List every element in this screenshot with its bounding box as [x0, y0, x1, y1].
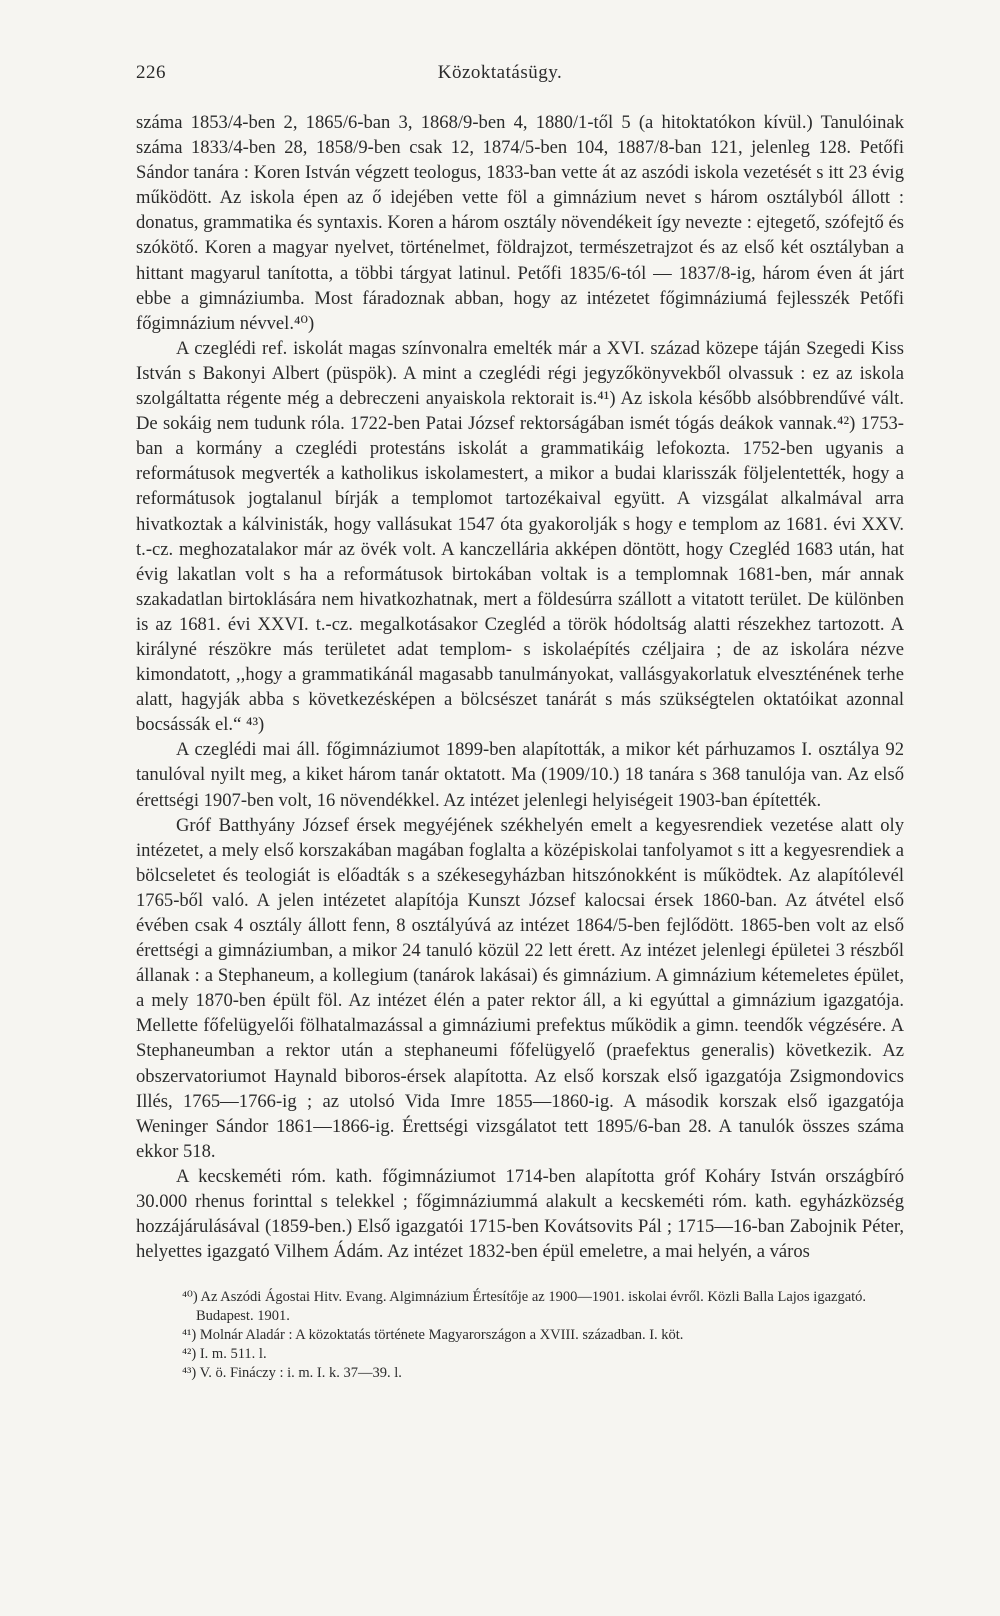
paragraph-kecskemet: A kecskeméti róm. kath. főgimnáziumot 1714-ben alapította gróf Koháry István országbíró 30.000 rhenus forinttal s telekkel ; főgimnáziummá alakult a kecskeméti róm. kath. egyházközség hozzájárulásával (1859-ben.) Első igazgatói 1715-ben Kovátsovits Pál ; 1715—16-ban Zabojnik Péter, helyettes igazgató Vilhem Ádám. Az intézet 1832-ben épül emeletre, a mai helyén, a város	[136, 1165, 904, 1263]
paragraph-batthyany: Gróf Batthyány József érsek megyéjének székhelyén emelt a kegyesrendiek vezetése alatt oly intézetet, a mely első korszakában magában foglalta a középiskolai tanfolyamot s itt a kegyesrendiek a bölcseletet és teologiát is előadták s a székesegyházban hitszónokként is működtek. Az alapítólevél 1765-ből való. A jelen intézetet alapítója Kunszt József kalocsai érsek 1860-ban. Az átvétel első évében csak 4 osztály állott fenn, 8 osztályúvá az intézet 1864/5-ben fejlődött. 1865-ben volt az első érettségi a gimnáziumban, a mikor 24 tanuló közül 22 lett érett. Az intézet jelenlegi épületei 3 részből állanak : a Stephaneum, a kollegium (tanárok lakásai) és gimnázium. A gimnázium kétemeletes épület, a mely 1870-ben épült föl. Az intézet élén a pater rektor áll, a ki egyúttal a gimnázium igazgatója. Mellette főfelügyelői fölhatalmazással a gimnáziumi prefektus működik a gimn. teendők végzésére. A Stephaneumban a rektor után a stephaneumi főfelügyelő (praefektus generalis) következik. Az obszervatoriumot Haynald biboros-érsek alapította. Az első korszak első igazgatója Zsigmondovics Illés, 1765—1766-ig ; az utolsó Vida Imre 1855—1860-ig. A második korszak első igazgatója Weninger Sándor 1861—1866-ig. Érettségi vizsgálatot tett 1895/6-ban 28. A tanulók összes száma ekkor 518.	[136, 814, 904, 1162]
footnote-40: ⁴⁰) Az Aszódi Ágostai Hitv. Evang. Algimnázium Értesítője az 1900—1901. iskolai évről. Közli Balla Lajos igazgató. Budapest. 1901.	[182, 1289, 867, 1325]
footnote-42: ⁴²) I. m. 511. l.	[182, 1346, 267, 1363]
page-header	[136, 62, 904, 96]
footnote-43: ⁴³) V. ö. Fináczy : i. m. I. k. 37—39. l.	[182, 1365, 402, 1382]
footnotes	[136, 1288, 904, 1383]
page-number: 226	[136, 62, 166, 83]
paragraph-czegled-gimn: A czeglédi mai áll. főgimnáziumot 1899-ben alapították, a mikor két párhuzamos I. osztálya 92 tanulóval nyilt meg, a kiket három tanár oktatott. Ma (1909/10.) 18 tanára s 368 tanulója van. Az első érettségi 1907-ben volt, 16 növendékkel. Az intézet jelenlegi helyiségeit 1903-ban építették.	[136, 739, 904, 811]
paragraph-aszod: száma 1853/4-ben 2, 1865/6-ban 3, 1868/9-ben 4, 1880/1-től 5 (a hitoktatókon kívül.) Tanulóinak száma 1833/4-ben 28, 1858/9-ben csak 12, 1874/5-ben 104, 1887/8-ban 121, jelenleg 128. Petőfi Sándor tanára : Koren István végzett teologus, 1833-ban vette át az aszódi iskola vezetését s itt 23 évig működött. Az iskola épen az ő idejében vette föl a gimnázium nevet s három osztályból állott : donatus, grammatika és syntaxis. Koren a három osztály növendékeit így nevezte : ejtegető, szófejtő és szókötő. Koren a magyar nyelvet, történelmet, földrajzot, természetrajzot és az első két osztályban a hittant magyarul tanította, a többi tárgyat latinul. Petőfi 1835/6-tól — 1837/8-ig, három éven át járt ebbe a gimnáziumba. Most fáradoznak abban, hogy az intézetet főgimnáziumá fejlesszék Petőfi főgimnázium névvel.⁴⁰)	[136, 112, 904, 334]
running-head: Közoktatásügy.	[437, 62, 563, 83]
footnote-41: ⁴¹) Molnár Aladár : A közoktatás története Magyarországon a XVIII. században. I. köt.	[182, 1327, 684, 1344]
body-text	[136, 110, 904, 1264]
paragraph-czegled-ref: A czeglédi ref. iskolát magas színvonalra emelték már a XVI. század közepe táján Szegedi Kiss István s Bakonyi Albert (püspök). A mint a czeglédi régi jegyzőkönyvekből olvassuk : ez az iskola szolgáltatta régente még a debreczeni anyaiskola rektorait is.⁴¹) Az iskola később alsóbbrendűvé vált. De sokáig nem tudunk róla. 1722-ben Patai József rektorságában ismét tógás deákok vannak.⁴²) 1753-ban a kormány a czeglédi protestáns iskolát a grammatikáig lefokozta. 1752-ben ugyanis a reformátusok megverték a katholikus iskolamestert, a mikor a budai klarisszák följelentették, hogy a reformátusok jogtalanul bírják a templomot tartozékaival együtt. A vizsgálat alkalmával arra hivatkoztak a kálvinisták, hogy vallásukat 1547 óta gyakorolják s hogy e templom az 1681. évi XXV. t.-cz. meghozatalakor már az övék volt. A kanczellária akképen döntött, hogy Czegléd 1683 után, hat évig lakatlan volt s ha a reformátusok birtokában voltak is a templomnak 1681-ben, már annak szakadatlan birtoklására nem hivatkozhatnak, mert a földesúrra szállott a vitatott terület. De különben is az 1681. évi XXVI. t.-cz. megalkotásakor Czegléd a török hódoltság alatti részekhez tartozott. A királyné részökre más területet adat templom- s iskolaépítés czéljaira ; de az iskolára nézve kimondatott, ,,hogy a grammatikánál magasabb tanulmányokat, vallásgyakorlatuk elveszténének terhe alatt, hagyják abba s következésképen a bölcsészet tanárát s más szükségtelen oktatóikat azonnal bocsássák el.“ ⁴³)	[136, 337, 904, 736]
